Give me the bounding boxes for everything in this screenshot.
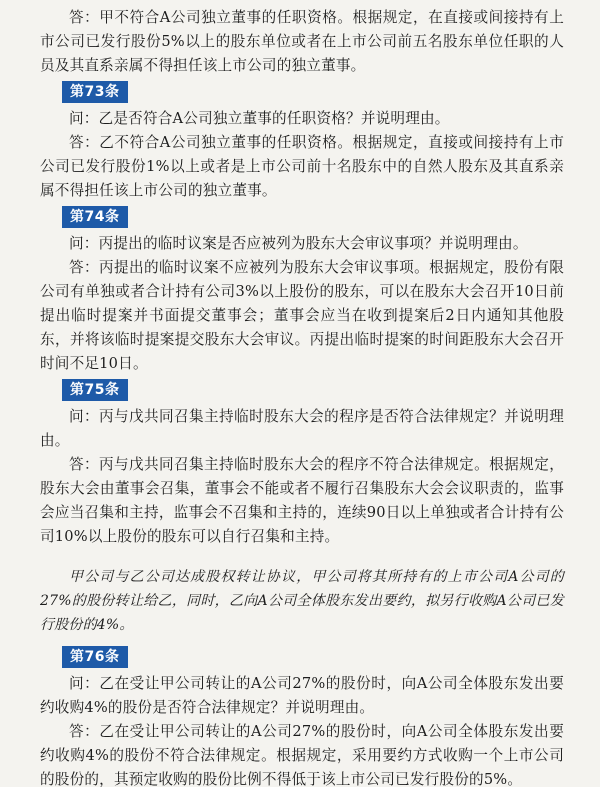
answer-74: 答：丙提出的临时议案不应被列为股东大会审议事项。根据规定，股份有限公司有单独或者合计持有公司3%以上股份的股东，可以在股东大会召开10日前提出临时提案并书面提交董事会；董事会应当在收到提案后2日内通知其他股东，并将该临时提案提交股东大会审议。丙提出临时提案的时间距股东大会召开时间不足10日。: [40, 259, 564, 372]
article-header-75: 第75条: [62, 379, 128, 401]
case-description: 甲公司与乙公司达成股权转让协议，甲公司将其所持有的上市公司A公司的27%的股份转让给乙，同时，乙向A公司全体股东发出要约，拟另行收购A公司已发行股份的4%。: [40, 569, 564, 633]
answer-73: 答：乙不符合A公司独立董事的任职资格。根据规定，直接或间接持有上市公司已发行股份1%以上或者是上市公司前十名股东中的自然人股东及其直系亲属不得担任该上市公司的独立董事。: [40, 134, 564, 199]
question-74: 问：丙提出的临时议案是否应被列为股东大会审议事项？并说明理由。: [69, 235, 528, 252]
answer-76: 答：乙在受让甲公司转让的A公司27%的股份时，向A公司全体股东发出要约收购4%的股份不符合法律规定。根据规定，采用要约方式收购一个上市公司的股份的，其预定收购的股份比例不得低于该上市公司已发行股份的5%。: [40, 723, 564, 787]
answer-75: 答：丙与戊共同召集主持临时股东大会的程序不符合法律规定。根据规定，股东大会由董事会召集，董事会不能或者不履行召集股东大会会议职责的，监事会应当召集和主持，监事会不召集和主持的，连续90日以上单独或者合计持有公司10%以上股份的股东可以自行召集和主持。: [40, 456, 564, 545]
answer-72: 答：甲不符合A公司独立董事的任职资格。根据规定，在直接或间接持有上市公司已发行股份5%以上的股东单位或者在上市公司前五名股东单位任职的人员及其直系亲属不得担任该上市公司的独立董事。: [40, 9, 564, 74]
question-76: 问：乙在受让甲公司转让的A公司27%的股份时，向A公司全体股东发出要约收购4%的股份是否符合法律规定？并说明理由。: [40, 675, 564, 716]
article-header-76: 第76条: [62, 646, 128, 668]
article-header-74: 第74条: [62, 206, 128, 228]
question-75: 问：丙与戊共同召集主持临时股东大会的程序是否符合法律规定？并说明理由。: [40, 408, 564, 449]
article-header-73: 第73条: [62, 81, 128, 103]
question-73: 问：乙是否符合A公司独立董事的任职资格？并说明理由。: [69, 110, 450, 127]
